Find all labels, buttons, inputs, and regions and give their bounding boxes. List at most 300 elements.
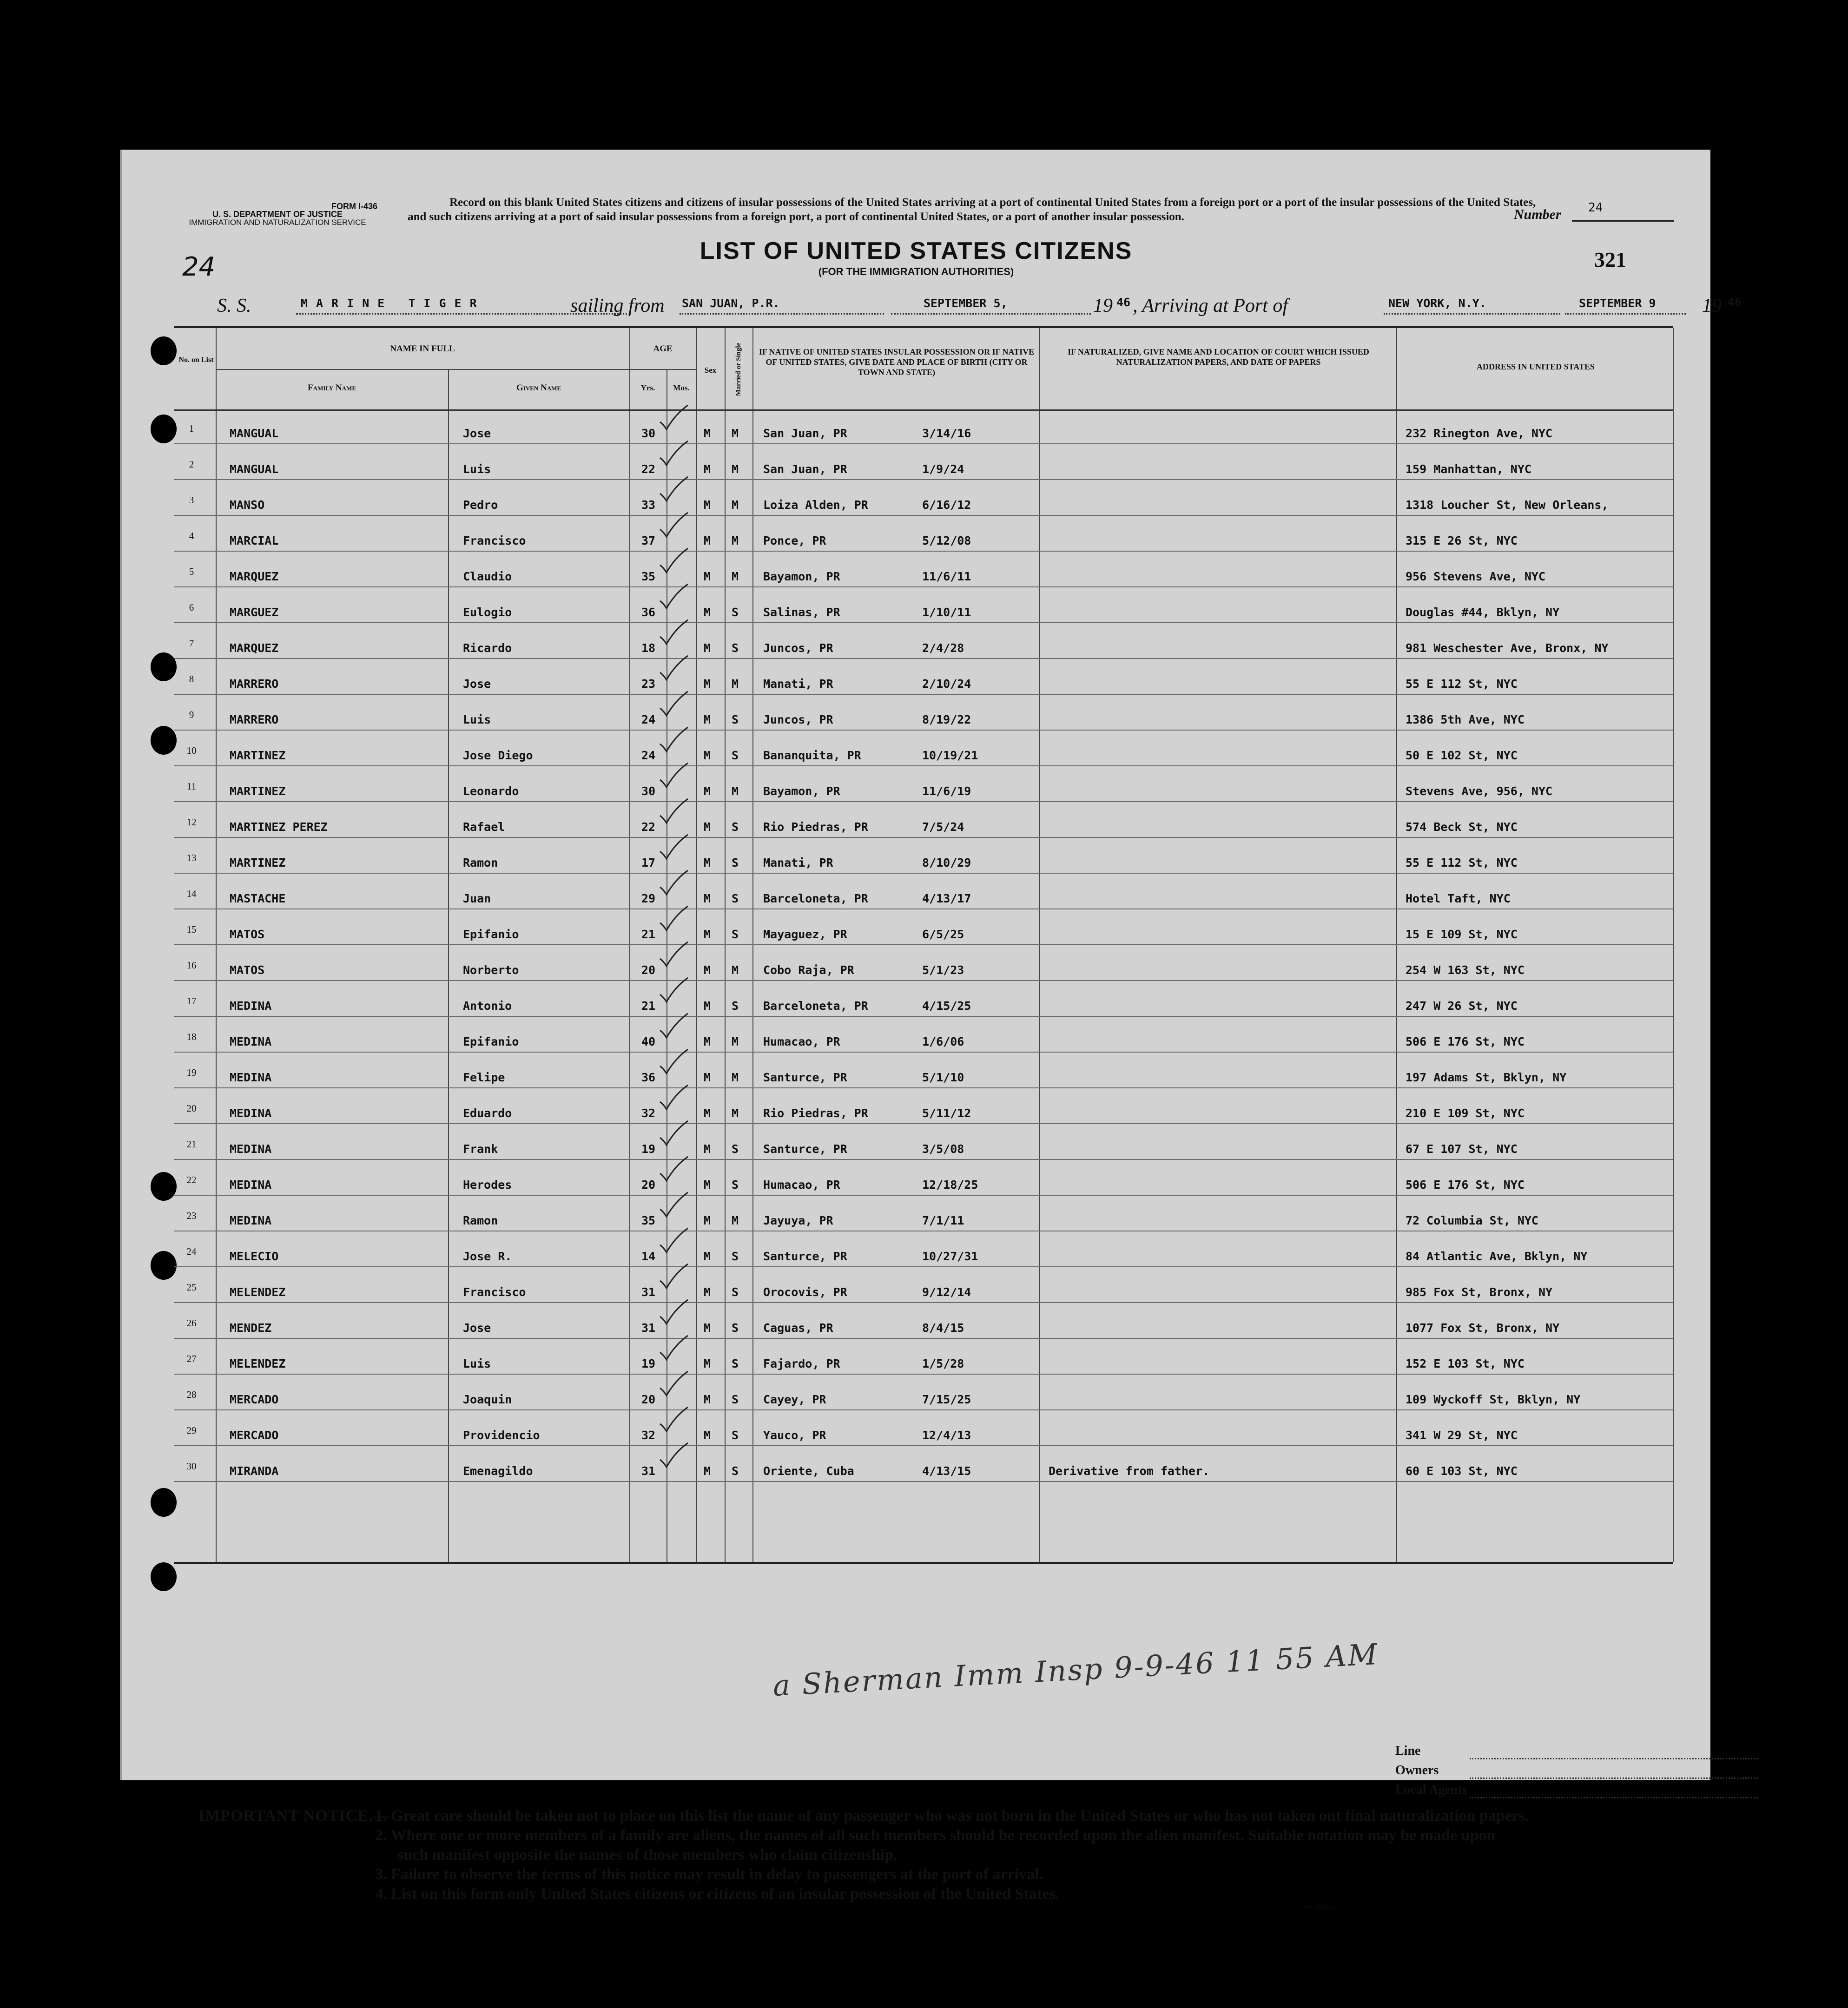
header-given-name: Given Name — [516, 383, 561, 393]
header-rule — [216, 369, 696, 370]
us-address: 67 E 107 St, NYC — [1406, 1142, 1518, 1156]
birth-date: 4/13/15 — [922, 1464, 971, 1478]
table-row — [174, 1124, 1673, 1159]
local-agents-label: Local Agents — [1395, 1783, 1467, 1797]
check-mark-icon — [657, 1334, 690, 1362]
arrival-port-line — [1384, 313, 1560, 315]
age-years: 37 — [641, 534, 656, 547]
check-mark-icon — [657, 833, 690, 861]
age-years: 36 — [641, 606, 656, 619]
notice-items — [375, 1806, 1769, 1904]
birth-place: Orocovis, PR — [763, 1285, 847, 1299]
row-number: 14 — [186, 888, 197, 899]
given-name: Ramon — [463, 1214, 498, 1227]
table-row — [174, 909, 1673, 945]
table-row — [174, 551, 1673, 587]
punch-hole — [151, 415, 177, 443]
birth-date: 4/15/25 — [922, 999, 971, 1013]
sex: M — [704, 1429, 711, 1442]
check-mark-icon — [657, 1369, 690, 1397]
birth-place: Yauco, PR — [763, 1429, 826, 1442]
notice-item: such manifest opposite the names of those members who claim citizenship. — [397, 1846, 898, 1863]
family-name: MELENDEZ — [230, 1285, 286, 1299]
check-mark-icon — [657, 761, 690, 789]
row-number: 10 — [186, 745, 197, 756]
table-row — [174, 1446, 1673, 1481]
marital-status: S — [732, 1178, 739, 1192]
sex: M — [704, 570, 711, 583]
given-name: Rafael — [463, 820, 505, 834]
marital-status: S — [732, 1142, 739, 1156]
check-mark-icon — [657, 1262, 690, 1290]
table-row — [174, 1338, 1673, 1374]
family-name: MARRERO — [230, 713, 279, 726]
us-address: 574 Beck St, NYC — [1406, 820, 1518, 834]
family-name: MEDINA — [230, 1214, 272, 1227]
age-years: 22 — [641, 462, 656, 476]
us-address: 956 Stevens Ave, NYC — [1406, 570, 1546, 583]
birth-place: Salinas, PR — [763, 606, 840, 619]
family-name: MARCIAL — [230, 534, 279, 547]
birth-place: Caguas, PR — [763, 1321, 833, 1335]
us-address: 15 E 109 St, NYC — [1406, 928, 1518, 941]
birth-place: San Juan, PR — [763, 427, 847, 440]
birth-place: Barceloneta, PR — [763, 999, 868, 1013]
us-address: 1077 Fox St, Bronx, NY — [1406, 1321, 1560, 1335]
departure-port: SAN JUAN, P.R. — [682, 296, 780, 310]
marital-status: S — [732, 999, 739, 1013]
birth-date: 3/14/16 — [922, 427, 971, 440]
check-mark-icon — [657, 1405, 690, 1433]
family-name: MEDINA — [230, 1035, 272, 1048]
instructions-text: Record on this blank United States citizens and citizens of insular possessions of the United States arriving at a port of continental United States from a foreign port or a port of the insular possessions of the United States, and such citizens arriving at a port of said insular possessions from a foreign port, a port of continental United States, or a port of another insular possession. — [408, 196, 1536, 223]
us-address: 72 Columbia St, NYC — [1406, 1214, 1538, 1227]
family-name: MEDINA — [230, 1071, 272, 1084]
table-row — [174, 981, 1673, 1016]
check-mark-icon — [657, 1226, 690, 1254]
check-mark-icon — [657, 1155, 690, 1183]
family-name: MEDINA — [230, 999, 272, 1013]
ss-label: S. S. — [217, 295, 251, 316]
us-address: 1386 5th Ave, NYC — [1406, 713, 1525, 726]
notice-item: 4. List on this form only United States citizens or citizens of an insular possession of the United States. — [375, 1885, 1060, 1903]
arrival-date: SEPTEMBER 9 — [1579, 296, 1656, 310]
marital-status: S — [732, 1429, 739, 1442]
table-row — [174, 873, 1673, 909]
birth-place: Santurce, PR — [763, 1071, 847, 1084]
given-name: Jose — [463, 427, 491, 440]
given-name: Herodes — [463, 1178, 512, 1192]
birth-date: 9/12/14 — [922, 1285, 971, 1299]
birth-date: 11/6/11 — [922, 570, 971, 583]
given-name: Francisco — [463, 534, 526, 547]
check-mark-icon — [657, 582, 690, 610]
given-name: Eulogio — [463, 606, 512, 619]
table-row — [174, 766, 1673, 802]
sex: M — [704, 641, 711, 655]
given-name: Norberto — [463, 963, 519, 977]
check-mark-icon — [657, 940, 690, 968]
us-address: 159 Manhattan, NYC — [1406, 462, 1531, 476]
header-address: ADDRESS IN UNITED STATES — [1477, 362, 1595, 371]
sex: M — [704, 498, 711, 512]
number-value: 24 — [1588, 201, 1603, 215]
family-name: MEDINA — [230, 1178, 272, 1192]
row-number: 21 — [186, 1139, 197, 1150]
birth-date: 5/11/12 — [922, 1106, 971, 1120]
line-underline — [1470, 1758, 1758, 1759]
row-rule — [174, 1481, 1673, 1482]
row-number: 2 — [189, 459, 194, 470]
table-row — [174, 444, 1673, 480]
given-name: Francisco — [463, 1285, 526, 1299]
row-number: 9 — [189, 709, 194, 720]
sex: M — [704, 892, 711, 905]
table-row — [174, 1016, 1673, 1052]
row-number: 26 — [186, 1317, 197, 1329]
check-mark-icon — [657, 904, 690, 932]
marital-status: S — [732, 928, 739, 941]
marital-status: S — [732, 1250, 739, 1263]
table-row — [174, 1159, 1673, 1195]
check-mark-icon — [657, 976, 690, 1004]
family-name: MANGUAL — [230, 427, 279, 440]
age-years: 32 — [641, 1429, 656, 1442]
us-address: 55 E 112 St, NYC — [1406, 856, 1518, 869]
marital-status: S — [732, 1393, 739, 1406]
birth-place: Cayey, PR — [763, 1393, 826, 1406]
column-rule — [1673, 328, 1674, 1562]
birth-date: 7/1/11 — [922, 1214, 964, 1227]
family-name: MARTINEZ PEREZ — [230, 820, 328, 834]
birth-date: 4/13/17 — [922, 892, 971, 905]
given-name: Luis — [463, 713, 491, 726]
service-name: IMMIGRATION AND NATURALIZATION SERVICE — [189, 218, 366, 227]
given-name: Ramon — [463, 856, 498, 869]
birth-date: 3/5/08 — [922, 1142, 964, 1156]
age-years: 24 — [641, 749, 656, 762]
footer-code: 16—10350-2 — [1302, 1904, 1337, 1911]
family-name: MEDINA — [230, 1142, 272, 1156]
marital-status: S — [732, 1357, 739, 1370]
row-number: 22 — [186, 1174, 197, 1185]
naturalization-info: Derivative from father. — [1049, 1464, 1210, 1478]
sex: M — [704, 1035, 711, 1048]
sex: M — [704, 928, 711, 941]
voyage-line — [217, 289, 1742, 317]
line-label: Line — [1395, 1744, 1421, 1758]
row-number: 24 — [186, 1246, 197, 1257]
local-agents-underline — [1470, 1797, 1758, 1798]
form-number: FORM I-436 — [331, 202, 377, 211]
table-row — [174, 945, 1673, 981]
line-field — [1395, 1744, 1758, 1763]
manifest-sheet — [120, 150, 1742, 1911]
passenger-table — [174, 326, 1673, 1564]
us-address: Stevens Ave, 956, NYC — [1406, 784, 1553, 798]
table-row — [174, 1267, 1673, 1303]
notice-item: 2. Where one or more members of a family are aliens, the names of all such members should be recorded upon the alien manifest. Suitable notation may be made upon — [375, 1827, 1496, 1844]
owners-underline — [1470, 1778, 1758, 1779]
row-number: 28 — [186, 1389, 197, 1400]
marital-status: M — [732, 677, 739, 691]
family-name: MATOS — [230, 963, 265, 977]
sex: M — [704, 677, 711, 691]
family-name: MANSO — [230, 498, 265, 512]
arrival-date-line — [1565, 313, 1686, 315]
marital-status: M — [732, 462, 739, 476]
arrival-year-prefix: 19 — [1702, 295, 1722, 316]
sex: M — [704, 1142, 711, 1156]
row-number: 25 — [186, 1282, 197, 1293]
header-naturalized: IF NATURALIZED, GIVE NAME AND LOCATION OF COURT WHICH ISSUED NATURALIZATION PAPERS, AND DATE OF PAPERS — [1068, 347, 1369, 367]
header-family-name: Family Name — [308, 383, 356, 393]
age-years: 35 — [641, 570, 656, 583]
header-months: Mos. — [673, 383, 690, 392]
us-address: 84 Atlantic Ave, Bklyn, NY — [1406, 1250, 1588, 1263]
age-years: 20 — [641, 963, 656, 977]
family-name: MARGUEZ — [230, 606, 279, 619]
birth-place: San Juan, PR — [763, 462, 847, 476]
given-name: Providencio — [463, 1429, 540, 1442]
birth-date: 10/27/31 — [922, 1250, 978, 1263]
birth-date: 12/4/13 — [922, 1429, 971, 1442]
birth-date: 5/12/08 — [922, 534, 971, 547]
marital-status: M — [732, 1071, 739, 1084]
age-years: 32 — [641, 1106, 656, 1120]
age-years: 17 — [641, 856, 656, 869]
us-address: 152 E 103 St, NYC — [1406, 1357, 1525, 1370]
age-years: 18 — [641, 641, 656, 655]
birth-place: Santurce, PR — [763, 1250, 847, 1263]
marital-status: S — [732, 1285, 739, 1299]
birth-date: 1/10/11 — [922, 606, 971, 619]
punch-hole — [151, 1562, 177, 1591]
family-name: MEDINA — [230, 1106, 272, 1120]
age-years: 31 — [641, 1285, 656, 1299]
sex: M — [704, 749, 711, 762]
us-address: 197 Adams St, Bklyn, NY — [1406, 1071, 1567, 1084]
marital-status: S — [732, 713, 739, 726]
marital-status: M — [732, 498, 739, 512]
sex: M — [704, 1250, 711, 1263]
family-name: MERCADO — [230, 1429, 279, 1442]
row-number: 16 — [186, 960, 197, 971]
age-years: 23 — [641, 677, 656, 691]
sex: M — [704, 1357, 711, 1370]
family-name: MERCADO — [230, 1393, 279, 1406]
birth-date: 5/1/23 — [922, 963, 964, 977]
check-mark-icon — [657, 1298, 690, 1326]
birth-date: 1/6/06 — [922, 1035, 964, 1048]
birth-place: Barceloneta, PR — [763, 892, 868, 905]
department-name: U. S. DEPARTMENT OF JUSTICE — [212, 210, 343, 219]
number-label: Number — [1514, 207, 1561, 222]
sex: M — [704, 1285, 711, 1299]
us-address: 109 Wyckoff St, Bklyn, NY — [1406, 1393, 1581, 1406]
given-name: Epifanio — [463, 1035, 519, 1048]
family-name: MARQUEZ — [230, 570, 279, 583]
given-name: Jose — [463, 1321, 491, 1335]
marital-status: S — [732, 892, 739, 905]
us-address: 315 E 26 St, NYC — [1406, 534, 1518, 547]
check-mark-icon — [657, 1083, 690, 1111]
header-native-birth: IF NATIVE OF UNITED STATES INSULAR POSSESSION OR IF NATIVE OF UNITED STATES, GIVE DATE AND PLACE OF BIRTH (CITY OR TOWN AND STATE) — [759, 347, 1035, 377]
table-row — [174, 1303, 1673, 1338]
check-mark-icon — [657, 1047, 690, 1075]
birth-date: 7/5/24 — [922, 820, 964, 834]
given-name: Leonardo — [463, 784, 519, 798]
given-name: Epifanio — [463, 928, 519, 941]
birth-place: Manati, PR — [763, 677, 833, 691]
punch-hole — [151, 1172, 177, 1201]
marital-status: M — [732, 570, 739, 583]
row-number: 29 — [186, 1425, 197, 1436]
given-name: Eduardo — [463, 1106, 512, 1120]
table-row — [174, 1088, 1673, 1124]
given-name: Jose R. — [463, 1250, 512, 1263]
sex: M — [704, 534, 711, 547]
punch-hole — [151, 1488, 177, 1517]
sex: M — [704, 713, 711, 726]
table-row — [174, 408, 1673, 444]
header-years: Yrs. — [640, 383, 655, 392]
family-name: MASTACHE — [230, 892, 286, 905]
sex: M — [704, 784, 711, 798]
birth-date: 5/1/10 — [922, 1071, 964, 1084]
birth-date: 7/15/25 — [922, 1393, 971, 1406]
row-number: 27 — [186, 1353, 197, 1364]
marital-status: S — [732, 606, 739, 619]
table-row — [174, 802, 1673, 837]
us-address: 55 E 112 St, NYC — [1406, 677, 1518, 691]
table-row — [174, 480, 1673, 515]
family-name: MARTINEZ — [230, 856, 286, 869]
sailing-label: sailing from — [570, 295, 665, 316]
table-row — [174, 1410, 1673, 1446]
birth-place: Oriente, Cuba — [763, 1464, 854, 1478]
birth-place: Rio Piedras, PR — [763, 820, 868, 834]
age-years: 24 — [641, 713, 656, 726]
birth-place: Bayamon, PR — [763, 784, 840, 798]
sex: M — [704, 1464, 711, 1478]
birth-place: Loiza Alden, PR — [763, 498, 868, 512]
given-name: Claudio — [463, 570, 512, 583]
age-years: 21 — [641, 928, 656, 941]
given-name: Juan — [463, 892, 491, 905]
table-row — [174, 1374, 1673, 1410]
birth-place: Fajardo, PR — [763, 1357, 840, 1370]
sex: M — [704, 1321, 711, 1335]
row-number: 11 — [186, 781, 197, 792]
header-name-in-full: NAME IN FULL — [390, 344, 455, 354]
age-years: 21 — [641, 999, 656, 1013]
birth-place: Juncos, PR — [763, 713, 833, 726]
check-mark-icon — [657, 654, 690, 682]
row-number: 13 — [186, 852, 197, 863]
family-name: MELECIO — [230, 1250, 279, 1263]
given-name: Ricardo — [463, 641, 512, 655]
family-name: MANGUAL — [230, 462, 279, 476]
row-number: 17 — [186, 995, 197, 1007]
row-number: 1 — [189, 423, 194, 434]
check-mark-icon — [657, 725, 690, 753]
birth-date: 12/18/25 — [922, 1178, 978, 1192]
check-mark-icon — [657, 475, 690, 503]
us-address: 981 Weschester Ave, Bronx, NY — [1406, 641, 1609, 655]
agents-block — [1395, 1744, 1758, 1802]
age-years: 31 — [641, 1464, 656, 1478]
departure-date: SEPTEMBER 5, — [924, 296, 1008, 310]
sex: M — [704, 856, 711, 869]
marital-status: M — [732, 534, 739, 547]
sex: M — [704, 999, 711, 1013]
family-name: MELENDEZ — [230, 1357, 286, 1370]
notice-heading: IMPORTANT NOTICE.— — [198, 1807, 389, 1824]
birth-date: 8/4/15 — [922, 1321, 964, 1335]
us-address: 341 W 29 St, NYC — [1406, 1429, 1518, 1442]
row-number: 20 — [186, 1103, 197, 1114]
given-name: Jose Diego — [463, 749, 533, 762]
birth-place: Ponce, PR — [763, 534, 826, 547]
check-mark-icon — [657, 1012, 690, 1040]
age-years: 36 — [641, 1071, 656, 1084]
marital-status: M — [732, 963, 739, 977]
family-name: MIRANDA — [230, 1464, 279, 1478]
age-years: 30 — [641, 427, 656, 440]
family-name: MENDEZ — [230, 1321, 272, 1335]
us-address: 254 W 163 St, NYC — [1406, 963, 1525, 977]
birth-date: 6/16/12 — [922, 498, 971, 512]
marital-status: S — [732, 820, 739, 834]
birth-place: Bayamon, PR — [763, 570, 840, 583]
birth-place: Jayuya, PR — [763, 1214, 833, 1227]
row-number: 19 — [186, 1067, 197, 1078]
age-years: 14 — [641, 1250, 656, 1263]
age-years: 31 — [641, 1321, 656, 1335]
given-name: Emenagildo — [463, 1464, 533, 1478]
row-number: 23 — [186, 1210, 197, 1221]
family-name: MARTINEZ — [230, 784, 286, 798]
birth-place: Manati, PR — [763, 856, 833, 869]
us-address: 506 E 176 St, NYC — [1406, 1178, 1525, 1192]
birth-date: 6/5/25 — [922, 928, 964, 941]
punch-hole — [151, 336, 177, 365]
handwritten-number: 24 — [182, 252, 216, 282]
number-underline — [1572, 220, 1674, 222]
table-row — [174, 837, 1673, 873]
marital-status: S — [732, 1321, 739, 1335]
document-subtitle: (FOR THE IMMIGRATION AUTHORITIES) — [818, 266, 1014, 277]
age-years: 30 — [641, 784, 656, 798]
marital-status: S — [732, 856, 739, 869]
punch-hole — [151, 726, 177, 755]
check-mark-icon — [657, 797, 690, 825]
us-address: Hotel Taft, NYC — [1406, 892, 1511, 905]
birth-place: Rio Piedras, PR — [763, 1106, 868, 1120]
row-number: 15 — [186, 924, 197, 935]
sex: M — [704, 427, 711, 440]
check-mark-icon — [657, 439, 690, 467]
departure-year: 46 — [1116, 296, 1131, 309]
header-age: AGE — [653, 344, 673, 354]
check-mark-icon — [657, 403, 690, 431]
age-years: 29 — [641, 892, 656, 905]
given-name: Joaquin — [463, 1393, 512, 1406]
row-number: 5 — [189, 566, 194, 577]
given-name: Felipe — [463, 1071, 505, 1084]
arrival-year: 46 — [1728, 296, 1742, 309]
